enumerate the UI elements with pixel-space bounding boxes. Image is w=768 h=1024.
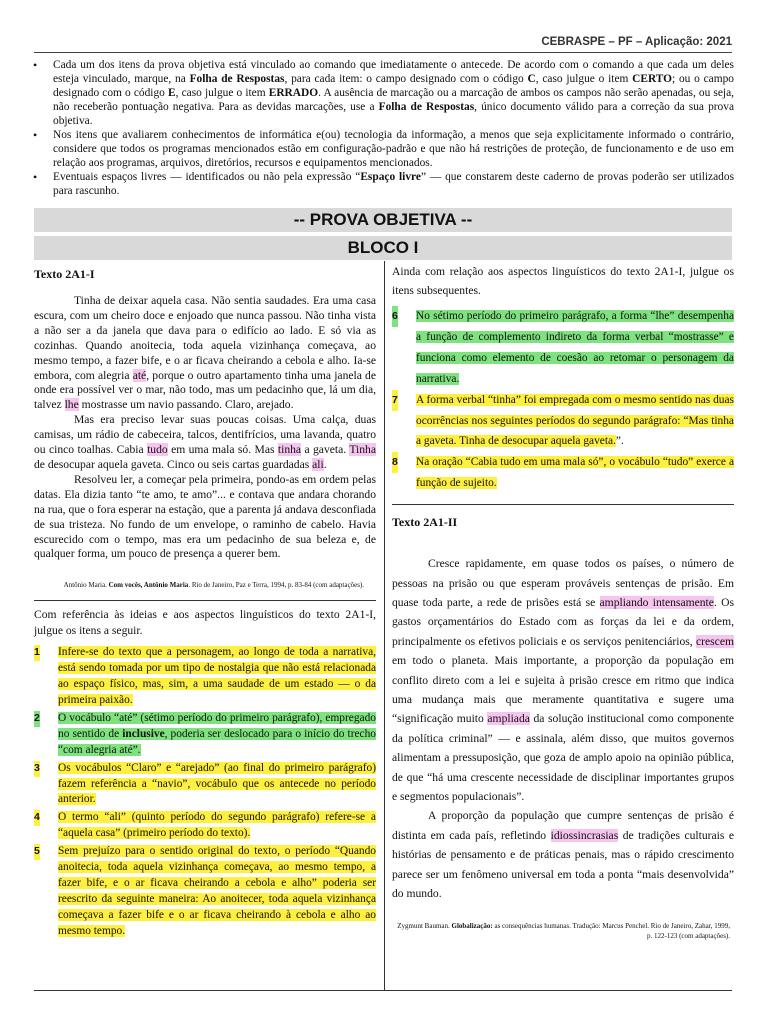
- passage-text-1: [34, 294, 376, 562]
- question-item: [392, 452, 734, 494]
- instruction-item: • Eventuais espaços livres — identificados ou não pela expressão “Espaço livre” — que constarem deste caderno de provas poderão ser utilizados para rascunho.: [30, 170, 734, 198]
- instruction-item: • Nos itens que avaliarem conhecimentos de informática e(ou) tecnologia da informação, a menos que seja explicitamente informado o contrário, considere que todos os programas mencionados estão em configuração-padrão e que não há restrições de proteção, de funcionamento e de uso em relação aos programas, arquivos, diretórios, recursos e equipamentos mencionados.: [30, 128, 734, 170]
- instruction-item: • Cada um dos itens da prova objetiva está vinculado ao comando que imediatamente o antecede. De acordo com o comando a que cada um deles esteja vinculado, marque, na Folha de Respostas, para cada item: o campo designado com o código C, caso julgue o item CERTO; ou o campo designado com o código E, caso julgue o item ERRADO. A ausência de marcação ou a marcação de ambos os campos não serão apenadas, ou seja, não receberão pontuação negativa. Para as devidas marcações, use a Folha de Respostas, único documento válido para a correção da sua prova objetiva.: [30, 58, 734, 128]
- paragraph: Tinha de deixar aquela casa. Não sentia saudades. Era uma casa escura, com um cheiro doce e enjoado que nunca passou. Não tinha vista a não ser a da janela que dava para o edifício ao lado. E só via as cozinhas. Quando anoitecia, toda aquela vizinhança começava, ao mesmo tempo, a fazer bife, e o ar ficava cheirando a cebola e alho. Ia-se embora, com alegria até, porque o outro apartamento tinha uma janela de onde era possível ver o mar, não todo, mas um pedacinho que, lá um dia, talvez lhe mostrasse um navio passando. Claro, arejado.: [34, 294, 377, 412]
- question-text: A forma verbal “tinha” foi empregada com o mesmo sentido nas duas ocorrências nos seguintes períodos do segundo parágrafo: “Mas tinha a gaveta. Tinha de desocupar aquela gaveta.”.: [416, 393, 734, 448]
- section-divider: [34, 600, 376, 601]
- questions-intro: Com referência às ideias e aos aspectos linguísticos do texto 2A1-I, julgue os itens a seguir.: [34, 608, 376, 637]
- text-title: Texto 2A1-I: [34, 267, 95, 281]
- paragraph: A proporção da população que cumpre sentenças de prisão é distinta em cada país, refletindo idiossincrasias de tradições culturais e histórias de pensamento e de práticas penais, mas o rápido crescimento parece ser um fenômeno universal em toda a ponta “mais desenvolvida” do mundo.: [392, 809, 735, 901]
- question-number: 2: [34, 711, 40, 727]
- text-title: Texto 2A1-II: [392, 515, 458, 530]
- left-column: [34, 262, 376, 940]
- highlighted-word: Tinha: [349, 443, 376, 457]
- question-item: [34, 645, 376, 709]
- question-item: [392, 390, 734, 453]
- highlighted-word: ampliada: [487, 712, 530, 726]
- question-item: [34, 711, 376, 759]
- highlighted-word: crescem: [696, 634, 734, 648]
- question-number: 1: [34, 645, 40, 661]
- question-number: 5: [34, 844, 40, 860]
- questions-intro: Ainda com relação aos aspectos linguísticos do texto 2A1-I, julgue os itens subsequentes.: [392, 265, 734, 297]
- highlighted-word: tudo: [147, 443, 168, 457]
- source-citation: Zygmunt Bauman. Globalização: as consequências humanas. Tradução: Marcus Penchel. Rio de Janeiro, Zahar, 1999, p. 122-123 (com adaptações).: [397, 922, 730, 941]
- highlighted-word: ampliando intensamente: [599, 595, 714, 609]
- exam-header: CEBRASPE – PF – Aplicação: 2021: [541, 36, 732, 48]
- question-text: O termo “ali” (quinto período do segundo parágrafo) refere-se a “aquela casa” (primeiro período do texto).: [58, 811, 376, 840]
- paragraph: Resolveu ler, a começar pela primeira, pondo-as em ordem pelas datas. Ela dizia tanto “te amo, te amo”... e contava que andara chorando na rua, que o fora esperar na estação, que a parenta já andava desconfiada de sua tristeza. No fundo de um envelope, o raminho de cabelo. Havia escurecido com o tempo, mas era um pedacinho de sua beleza e, de qualquer forma, um pouco de presença a querer bem.: [34, 472, 376, 561]
- column-divider: [384, 261, 385, 991]
- question-text: Sem prejuízo para o sentido original do texto, o período “Quando anoitecia, toda aquela vizinhança começava, ao mesmo tempo, a fazer bife, e o ar ficava cheirando a cebola e alho” poderia ser reescrito da seguinte maneira: Ao anoitecer, toda aquela vizinhança começava a fazer bife e o ar ficava cheirando à cebola e alho ao mesmo tempo.: [58, 845, 376, 937]
- highlighted-word: lhe: [64, 398, 79, 412]
- question-text: Os vocábulos “Claro” e “arejado” (ao final do primeiro parágrafo) fazem referência a “navio”, vocábulo que os antecede no período anterior.: [58, 761, 376, 806]
- passage-text-2: [392, 554, 734, 903]
- question-number: 4: [34, 810, 40, 826]
- question-number: 3: [34, 761, 40, 777]
- highlighted-word: até: [132, 368, 147, 382]
- right-column: [392, 262, 734, 941]
- highlighted-word: tinha: [277, 443, 302, 457]
- header-divider: [34, 52, 732, 53]
- highlighted-word: ali: [312, 457, 324, 471]
- question-item: [34, 761, 376, 809]
- highlighted-word: idiossincrasias: [550, 828, 619, 842]
- paragraph: Mas era preciso levar suas poucas coisas. Uma calça, duas camisas, um rádio de cabeceira, talcos, dentifrícios, uma lavanda, quatro ou cinco toalhas. Cabia tudo em uma mala só. Mas tinha a gaveta. Tinha de desocupar aquela gaveta. Cinco ou seis cartas guardadas ali.: [34, 413, 376, 471]
- page-bottom-divider: [34, 990, 732, 991]
- paragraph: Cresce rapidamente, em quase todos os países, o número de pessoas na prisão ou que esperam prováveis sentenças de prisão. Em quase toda parte, a rede de prisões está se ampliando intensamente. Os gastos orçamentários do Estado com as forças da lei e da ordem, principalmente os efetivos policiais e os serviços penitenciários, crescem em todo o planeta. Mais importante, a proporção da população em conflito direto com a lei e sujeita à prisão cresce em ritmo que indica uma mudança mais que meramente quantitativa e sugere uma “significação muito ampliada da solução institucional como componente da política criminal” — e assinala, além disso, que muitos governos alimentam a pressuposição, que goza de amplo apoio na opinião pública, de que “há uma crescente necessidade de disciplinar importantes grupos e segmentos populacionais”.: [392, 557, 734, 804]
- question-number: 7: [392, 390, 398, 411]
- question-number: 8: [392, 452, 398, 473]
- question-text: Na oração “Cabia tudo em uma mala só”, o vocábulo “tudo” exerce a função de sujeito.: [416, 456, 734, 490]
- question-item: [392, 306, 734, 390]
- question-text: No sétimo período do primeiro parágrafo, a forma “lhe” desempenha a função de complemento indireto da forma verbal “mostrasse” e funciona como elemento de coesão ao retomar o personagem da narrativa.: [416, 310, 734, 385]
- question-text: Infere-se do texto que a personagem, ao longo de toda a narrativa, está sendo tomada por um tipo de nostalgia que não está relacionada ao espaço físico, mas, sim, a uma saudade de um estado — o da primeira paixão.: [58, 646, 376, 707]
- question-item: [34, 810, 376, 842]
- source-citation: Antônio Maria. Com vocês, Antônio Maria. Rio de Janeiro, Paz e Terra, 1994, p. 83-84 (com adaptações).: [63, 581, 364, 590]
- exam-section-banner: -- PROVA OBJETIVA --: [34, 208, 732, 232]
- instructions-list: [30, 58, 734, 198]
- question-text: O vocábulo “até” (sétimo período do primeiro parágrafo), empregado no sentido de inclusive, poderia ser deslocado para o início do trecho “com alegria até”.: [58, 711, 376, 756]
- question-item: [34, 844, 376, 939]
- question-number: 6: [392, 306, 398, 327]
- section-divider: [392, 504, 734, 505]
- block-banner: BLOCO I: [34, 236, 732, 260]
